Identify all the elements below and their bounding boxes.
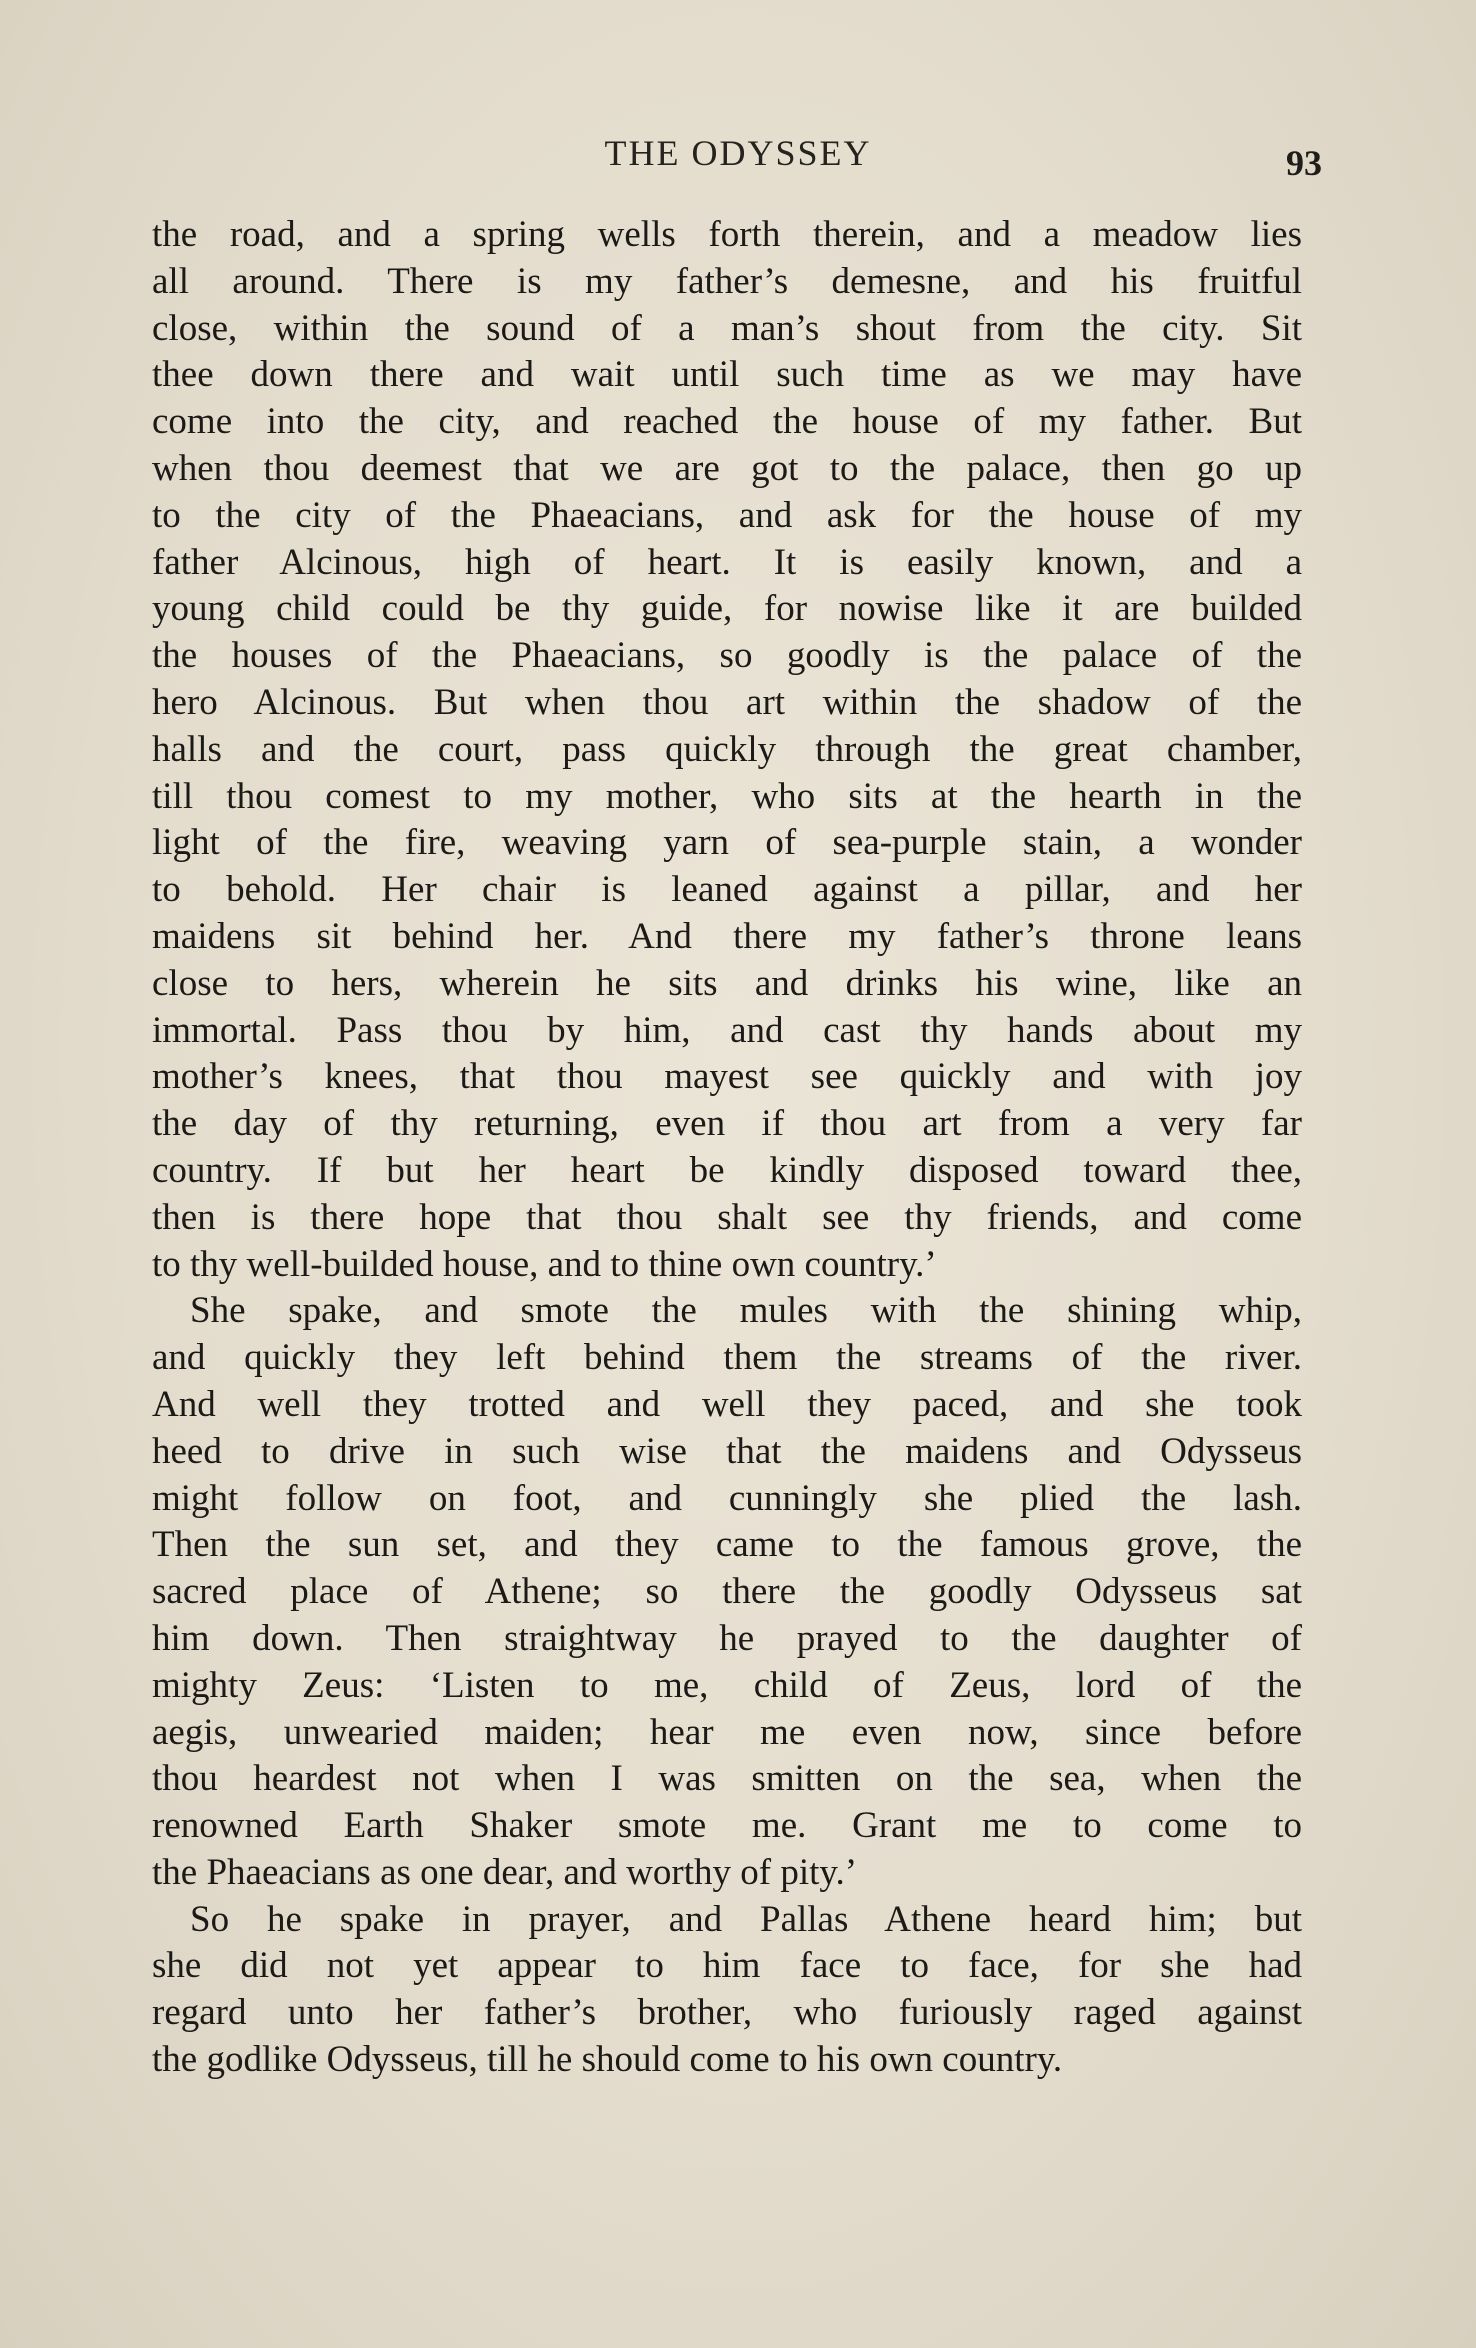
text-line: mother’s knees, that thou mayest see quickly and with joy bbox=[152, 1056, 1302, 1098]
body-text bbox=[152, 212, 1302, 2084]
text-line: She spake, and smote the mules with the shining whip, bbox=[190, 1290, 1302, 1332]
text-line: when thou deemest that we are got to the palace, then go up bbox=[152, 447, 1302, 489]
text-line: maidens sit behind her. And there my father’s throne leans bbox=[152, 915, 1302, 957]
text-line: halls and the court, pass quickly through the great chamber, bbox=[152, 728, 1302, 770]
text-line: thee down there and wait until such time as we may have bbox=[152, 354, 1302, 396]
text-line: all around. There is my father’s demesne, and his fruitful bbox=[152, 260, 1302, 302]
text-line: Then the sun set, and they came to the famous grove, the bbox=[152, 1524, 1302, 1566]
text-line: the day of thy returning, even if thou art from a very far bbox=[152, 1103, 1302, 1145]
page-number: 93 bbox=[1286, 143, 1322, 183]
text-line: renowned Earth Shaker smote me. Grant me to come to bbox=[152, 1805, 1302, 1847]
text-line: mighty Zeus: ‘Listen to me, child of Zeus, lord of the bbox=[152, 1664, 1302, 1706]
text-line: aegis, unwearied maiden; hear me even now, since before bbox=[152, 1711, 1302, 1753]
text-line: So he spake in prayer, and Pallas Athene heard him; but bbox=[190, 1898, 1302, 1940]
text-line: young child could be thy guide, for nowise like it are builded bbox=[152, 588, 1302, 630]
text-line: father Alcinous, high of heart. It is easily known, and a bbox=[152, 541, 1302, 583]
text-line: to behold. Her chair is leaned against a pillar, and her bbox=[152, 869, 1302, 911]
text-line: light of the fire, weaving yarn of sea-purple stain, a wonder bbox=[152, 822, 1302, 864]
text-line: she did not yet appear to him face to face, for she had bbox=[152, 1945, 1302, 1987]
text-line: the houses of the Phaeacians, so goodly is the palace of the bbox=[152, 635, 1302, 677]
text-line: the road, and a spring wells forth therein, and a meadow lies bbox=[152, 214, 1302, 255]
running-head: THE ODYSSEY bbox=[604, 133, 872, 173]
text-line: him down. Then straightway he prayed to the daughter of bbox=[152, 1617, 1302, 1659]
text-line: to the city of the Phaeacians, and ask for the house of my bbox=[152, 494, 1302, 536]
text-line: then is there hope that thou shalt see thy friends, and come bbox=[152, 1196, 1302, 1238]
text-line: immortal. Pass thou by him, and cast thy hands about my bbox=[152, 1009, 1302, 1051]
text-line: sacred place of Athene; so there the goodly Odysseus sat bbox=[152, 1571, 1302, 1613]
text-line: regard unto her father’s brother, who furiously raged against bbox=[152, 1992, 1302, 2034]
text-line: And well they trotted and well they paced, and she took bbox=[152, 1383, 1302, 1425]
text-line: country. If but her heart be kindly disposed toward thee, bbox=[152, 1149, 1302, 1191]
paragraph bbox=[152, 1288, 1302, 1896]
text-line: the Phaeacians as one dear, and worthy of pity.’ bbox=[152, 1851, 858, 1893]
text-line: to thy well-builded house, and to thine own country.’ bbox=[152, 1243, 937, 1285]
text-line: hero Alcinous. But when thou art within the shadow of the bbox=[152, 681, 1302, 723]
text-line: close to hers, wherein he sits and drinks his wine, like an bbox=[152, 962, 1302, 1004]
text-line: might follow on foot, and cunningly she plied the lash. bbox=[152, 1477, 1302, 1519]
text-line: the godlike Odysseus, till he should come to his own country. bbox=[152, 2039, 1063, 2081]
text-line: come into the city, and reached the house of my father. But bbox=[152, 401, 1302, 443]
text-line: thou heardest not when I was smitten on the sea, when the bbox=[152, 1758, 1302, 1800]
text-line: heed to drive in such wise that the maidens and Odysseus bbox=[152, 1430, 1302, 1472]
paragraph bbox=[152, 1897, 1302, 2084]
text-line: till thou comest to my mother, who sits at the hearth in the bbox=[152, 775, 1302, 817]
text-line: and quickly they left behind them the streams of the river. bbox=[152, 1337, 1302, 1379]
paragraph bbox=[152, 212, 1302, 1288]
text-line: close, within the sound of a man’s shout from the city. Sit bbox=[152, 307, 1302, 349]
